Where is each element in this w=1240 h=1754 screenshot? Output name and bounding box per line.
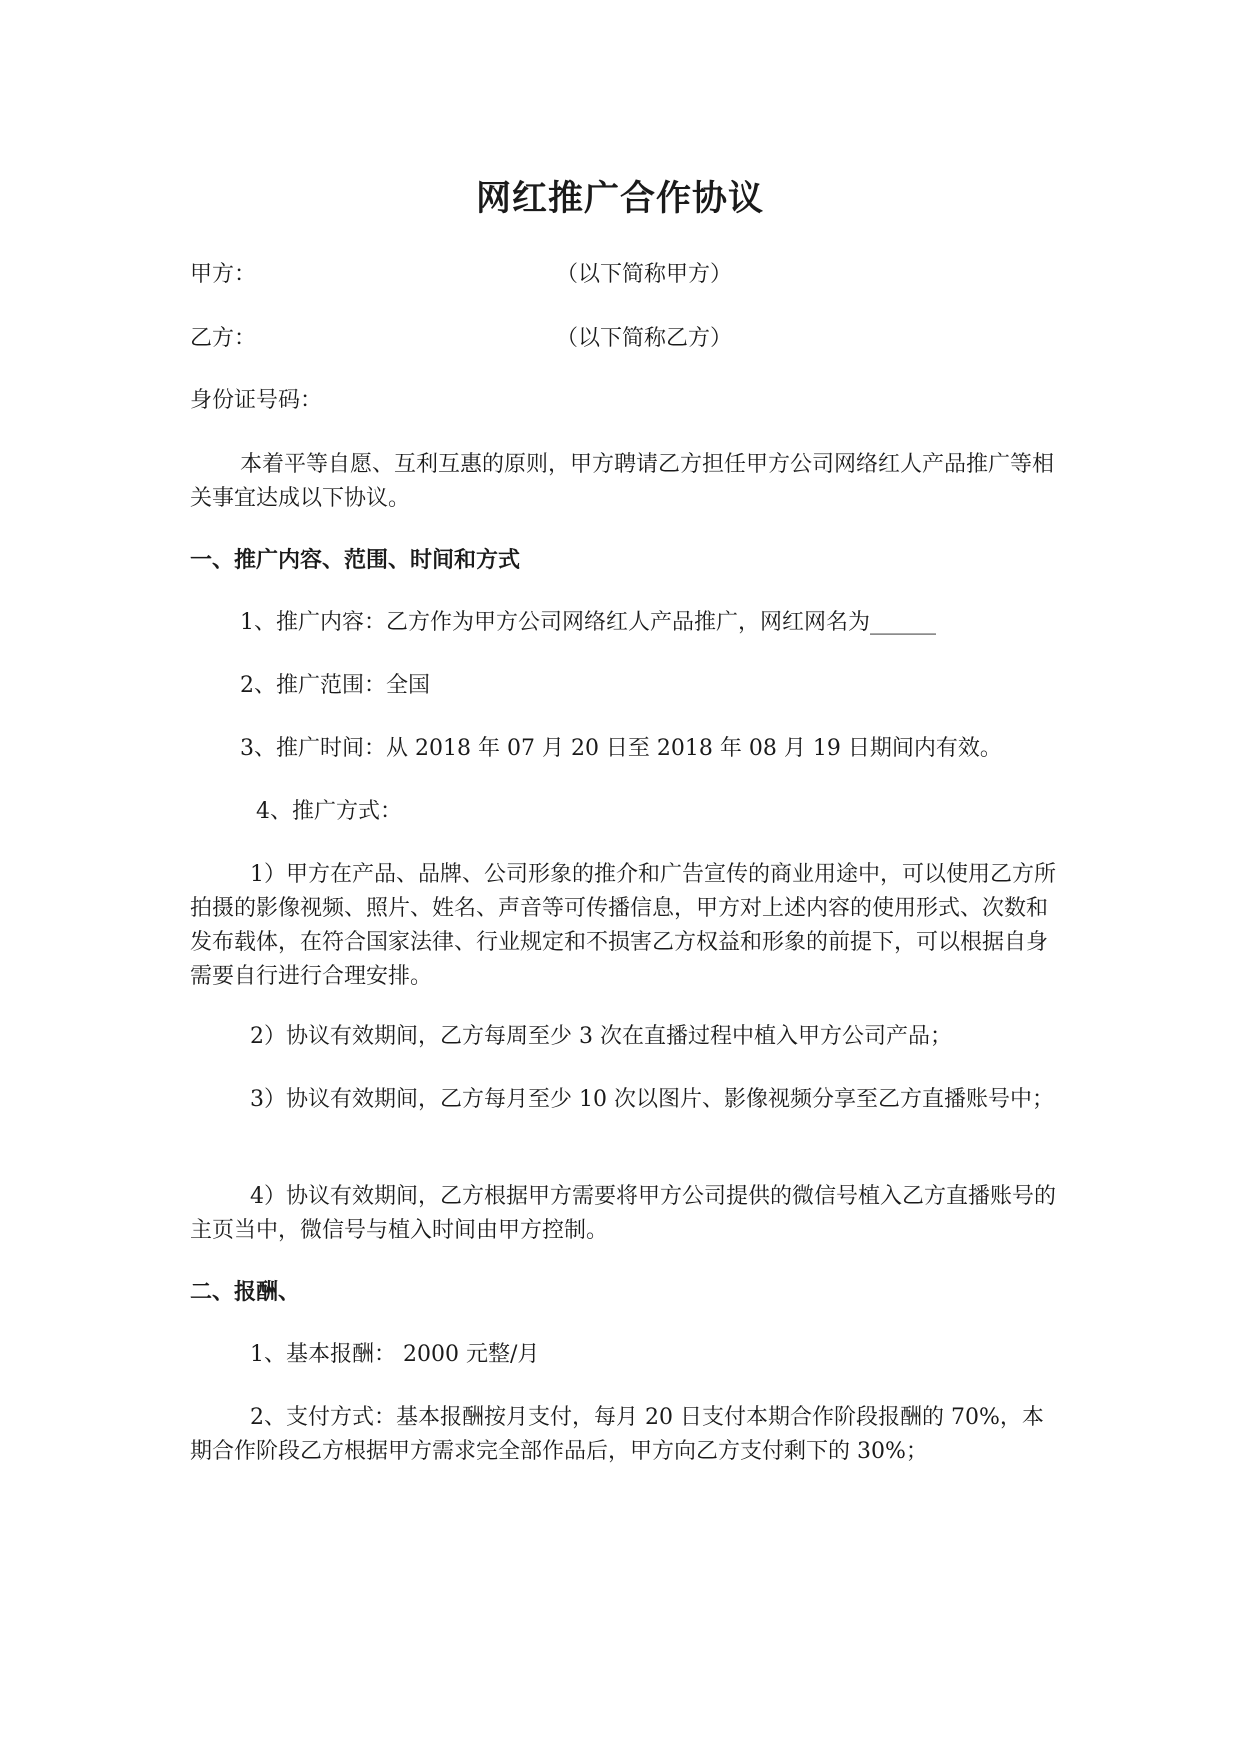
intro-paragraph: 本着平等自愿、互利互惠的原则，甲方聘请乙方担任甲方公司网络红人产品推广等相关事宜达成以下协议。 [190,452,1055,511]
section1-sub4: 4）协议有效期间，乙方根据甲方需要将甲方公司提供的微信号植入乙方直播账号的主页当中，微信号与植入时间由甲方控制。 [190,1184,1056,1243]
section2-item2: 2、支付方式：基本报酬按月支付，每月 20 日支付本期合作阶段报酬的 70%，本期合作阶段乙方根据甲方需求完全部作品后，甲方向乙方支付剩下的 30%； [190,1405,1044,1464]
section1-sub2: 2）协议有效期间，乙方每周至少 3 次在直播过程中植入甲方公司产品； [250,1024,952,1049]
section1-sub1: 1）甲方在产品、品牌、公司形象的推介和广告宣传的商业用途中，可以使用乙方所拍摄的影像视频、照片、姓名、声音等可传播信息，甲方对上述内容的使用形式、次数和发布载体，在符合国家法律、行业规定和不损害乙方权益和形象的前提下，可以根据自身需要自行进行合理安排。 [190,862,1056,989]
section1-item1: 1、推广内容：乙方作为甲方公司网络红人产品推广，网红网名为______ [240,610,936,635]
party-b-label: 乙方： [190,326,257,351]
id-number-label: 身份证号码： [190,388,323,413]
section2-heading: 二、报酬、 [190,1279,301,1305]
party-a-suffix: （以下简称甲方） [556,262,733,287]
document-title: 网红推广合作协议 [475,178,764,219]
section1-sub3: 3）协议有效期间，乙方每月至少 10 次以图片、影像视频分享至乙方直播账号中； [250,1087,1054,1112]
section1-item2: 2、推广范围：全国 [240,673,430,698]
party-a-label: 甲方： [190,262,257,287]
section2-item1: 1、基本报酬： 2000 元整/月 [250,1342,540,1367]
section1-heading: 一、推广内容、范围、时间和方式 [190,547,521,573]
section1-item4: 4、推广方式： [256,799,402,824]
party-b-suffix: （以下简称乙方） [556,326,733,351]
section1-item3: 3、推广时间：从 2018 年 07 月 20 日至 2018 年 08 月 19 日期间内有效。 [240,736,1002,761]
